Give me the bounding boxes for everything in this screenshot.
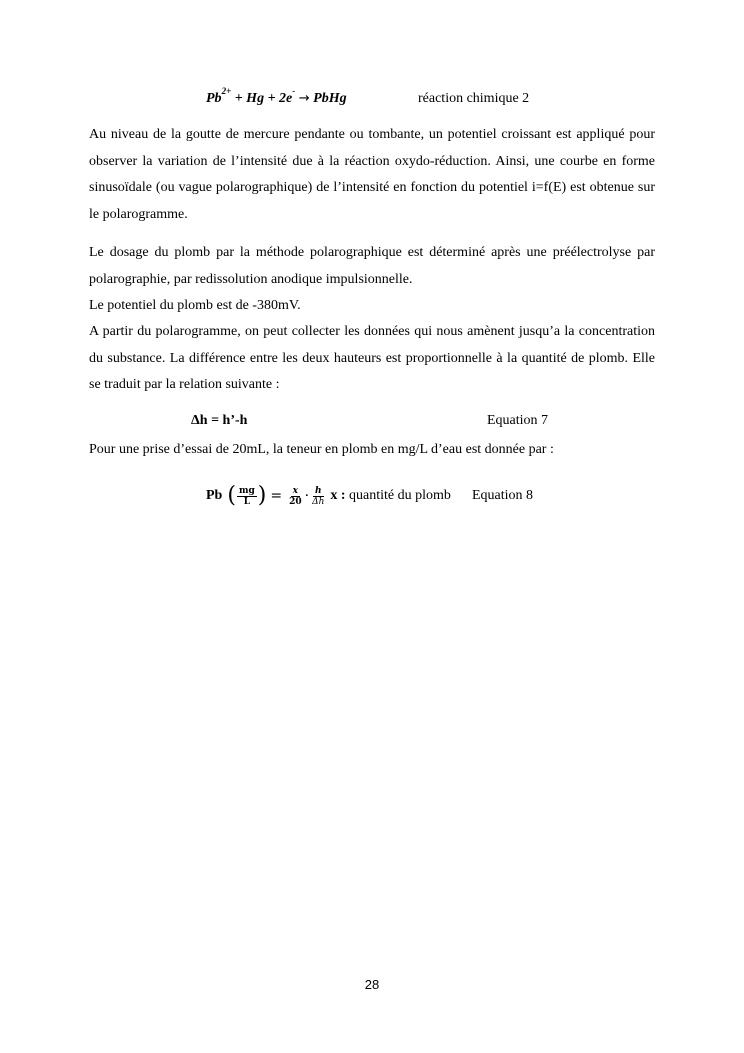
paragraph-sample: [89, 437, 655, 464]
equation-7-formula: [191, 412, 247, 430]
left-paren: (: [227, 483, 236, 508]
paragraph-text: Le potentiel du plomb est de -380mV.: [89, 298, 301, 313]
unit-fraction: [237, 486, 257, 507]
equation-8-formula: [206, 482, 451, 510]
unit-numerator: mg: [238, 485, 255, 496]
lead-charge: 2+: [221, 86, 232, 97]
paragraph-text: Au niveau de la goutte de mercure pendante ou tombante, un potentiel croissant est appliqué pour observer la variation de l’intensité due à la réaction oxydo-réduction. Ainsi, une courbe en forme sinusoïdale (ou vague polarographique) de l’intensité en fonction du potentiel i=f(E) est obtenue sur le polarogramme.: [89, 127, 655, 222]
fraction-x-over-20: [287, 486, 304, 507]
equation-8-label: Equation 8: [472, 488, 534, 503]
page-number: 28: [364, 977, 380, 992]
fraction-numerator: x: [292, 485, 299, 496]
paragraph-text: Le dosage du plomb par la méthode polarographique est déterminé après une préélectrolyse par polarographie, par redissolution anodique impulsionnelle.: [89, 245, 655, 287]
paragraph-text: A partir du polarogramme, on peut collecter les données qui nous amènent jusqu’a la concentration du substance. La différence entre les deux hauteurs est proportionnelle à la quantité de plomb. Elle se traduit par la relation suivante :: [89, 324, 655, 392]
reaction-arrow: →: [298, 91, 310, 106]
reaction-label: réaction chimique 2: [418, 91, 530, 106]
paragraph-text: Pour une prise d’essai de 20mL, la teneur en plomb en mg/L d’eau est donnée par :: [89, 442, 554, 457]
paragraph-lead-dosage: [89, 240, 655, 399]
fraction-denominator: Δh: [312, 496, 325, 507]
equation-8-lhs: Pb: [206, 488, 223, 503]
equals-sign: =: [270, 488, 283, 504]
fraction-h-over-delta-h: [310, 486, 326, 507]
multiply-dot: ·: [304, 488, 310, 504]
chemical-reaction: [206, 86, 347, 108]
equation-8-variable: x :: [330, 488, 346, 503]
right-paren: ): [257, 483, 267, 508]
equation-7-text: Δh = h’-h: [191, 413, 248, 428]
paragraph-polarography: [89, 122, 655, 228]
fraction-denominator: 20: [289, 496, 302, 507]
reaction-product: PbHg: [313, 91, 347, 106]
reactant-lead: Pb: [206, 91, 222, 106]
fraction-numerator: h: [314, 485, 322, 496]
reactants-rest: + Hg + 2e: [231, 91, 293, 106]
equation-8-description: quantité du plomb: [345, 488, 451, 503]
equation-7-label: Equation 7: [487, 413, 549, 428]
electron-charge: -: [292, 86, 296, 97]
unit-denominator: L: [243, 496, 251, 507]
